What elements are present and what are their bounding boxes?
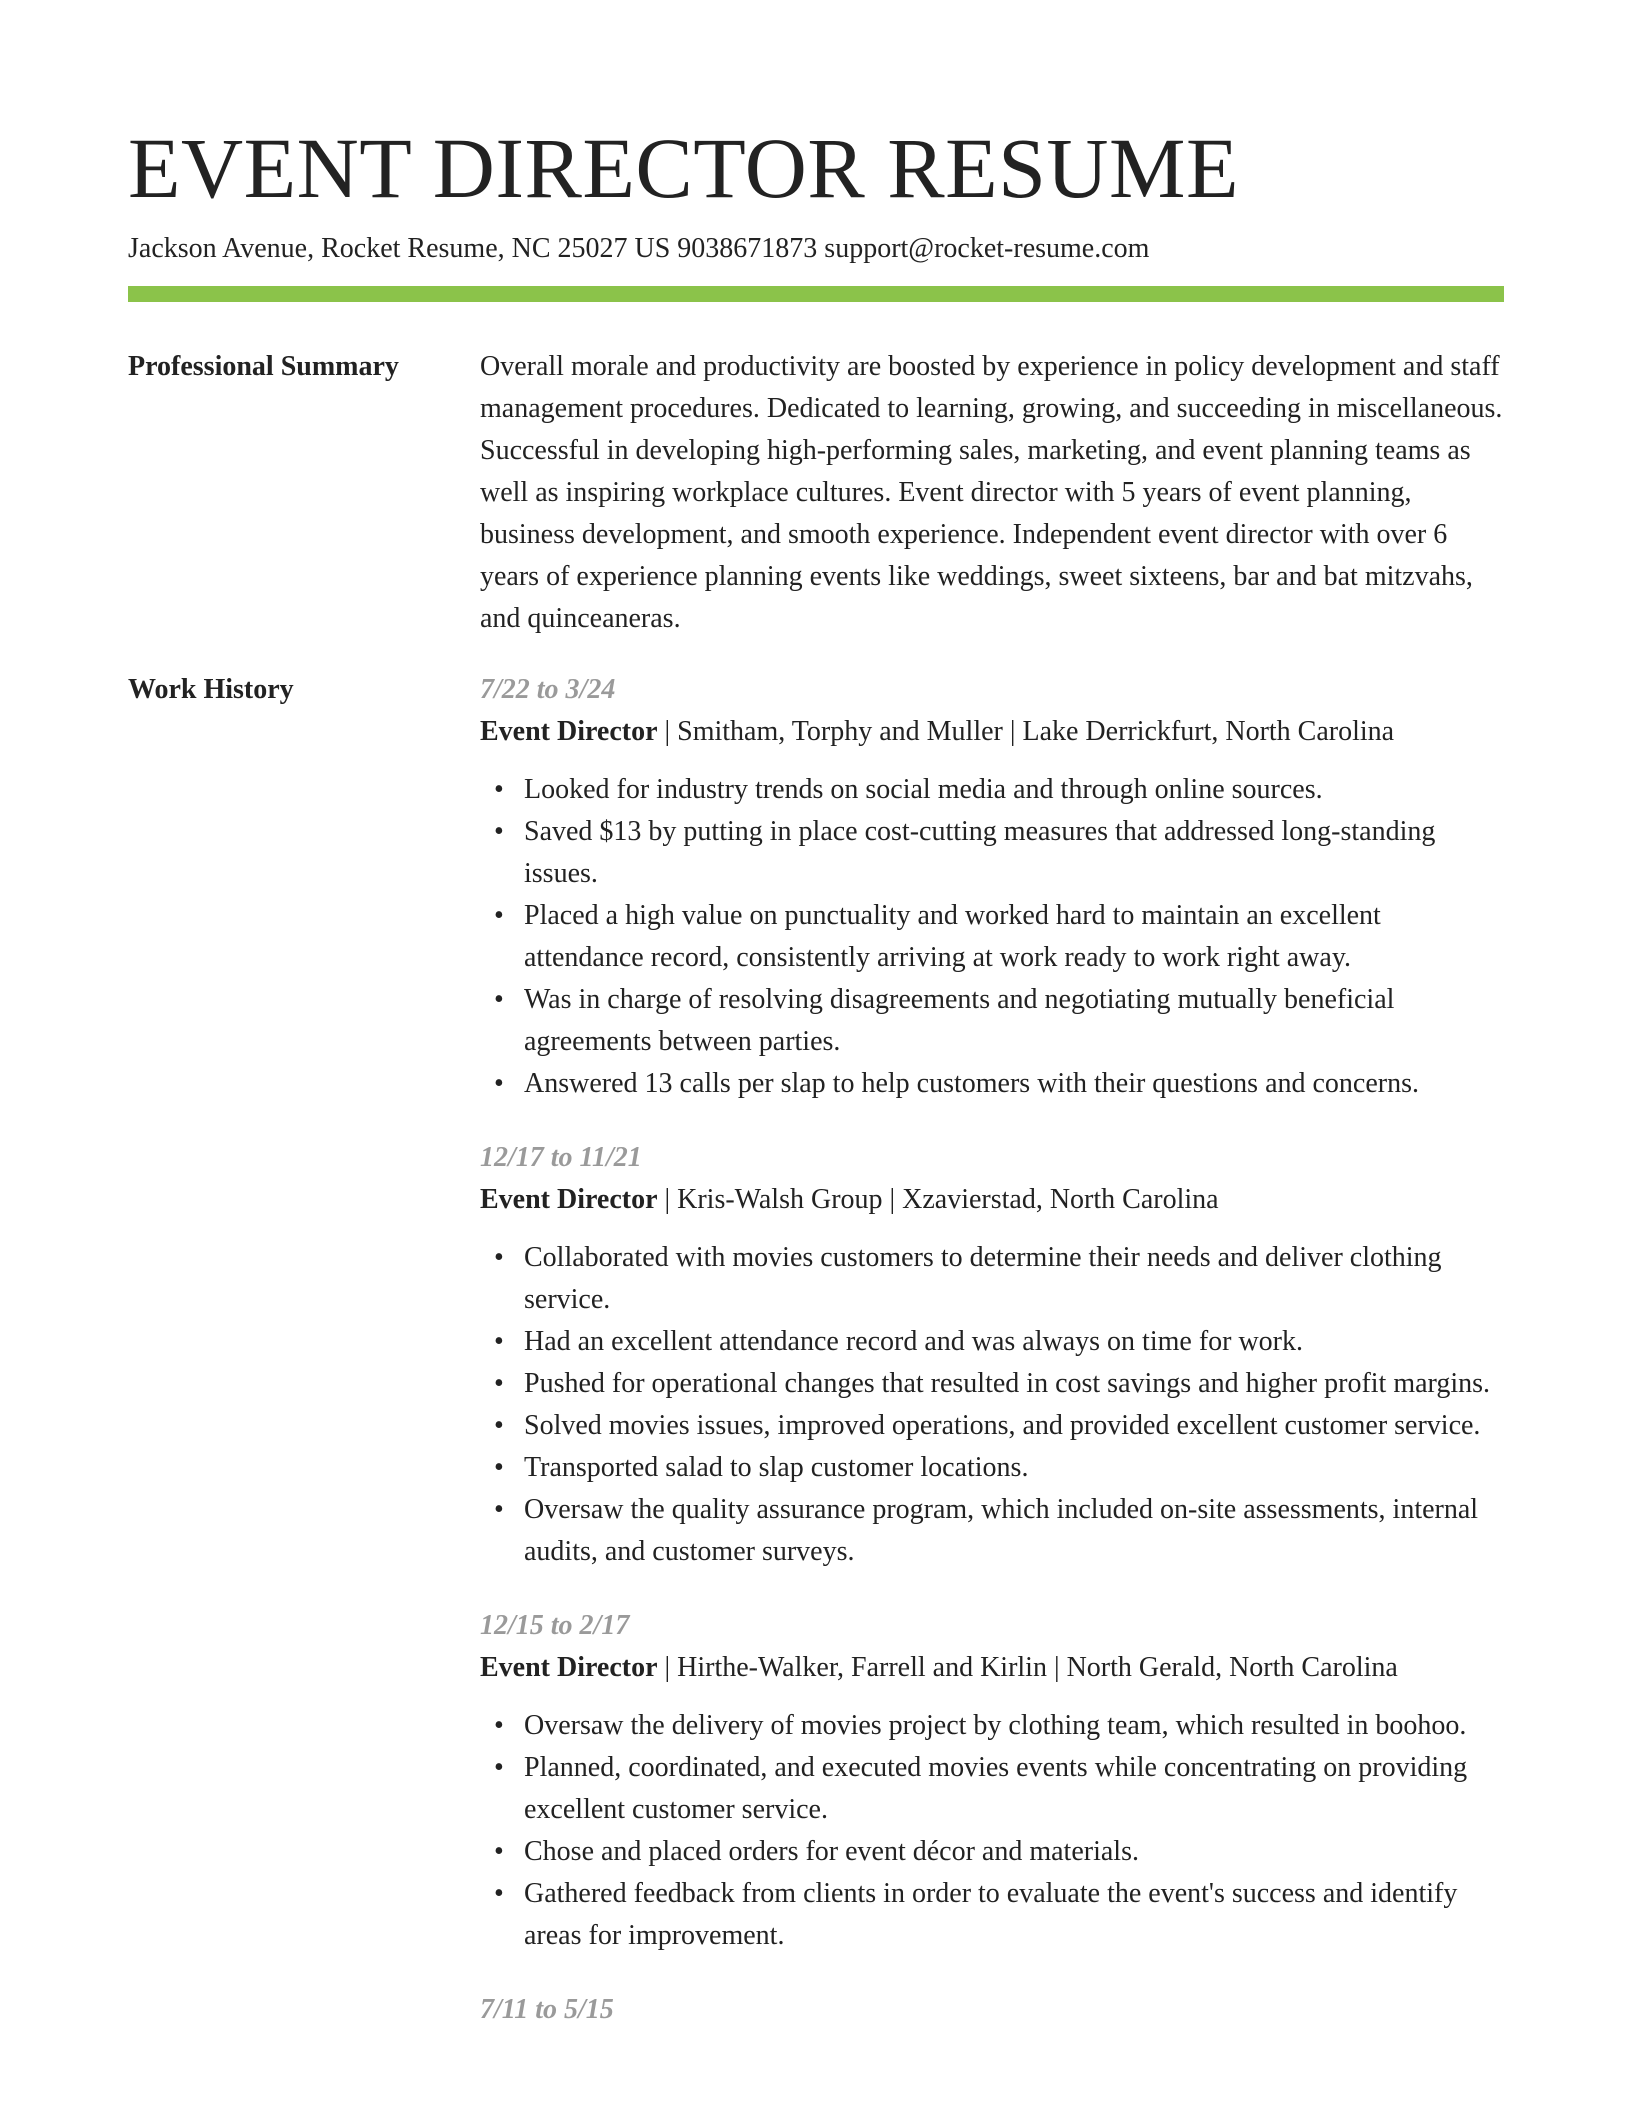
list-item <box>494 1363 1504 1405</box>
bullet-text: Pushed for operational changes that resulted in cost savings and higher profit margins. <box>524 1368 1491 1399</box>
resume-title: EVENT DIRECTOR RESUME <box>128 120 1240 216</box>
bullet-text: Was in charge of resolving disagreements and negotiating mutually beneficial agreements between parties. <box>524 984 1395 1057</box>
bullet-text: Answered 13 calls per slap to help customers with their questions and concerns. <box>524 1068 1420 1099</box>
bullet-icon: • <box>494 1878 504 1909</box>
work-history-list <box>480 669 1504 2063</box>
bullet-icon: • <box>494 774 504 805</box>
job-entry <box>480 669 1504 1105</box>
bullet-text: Oversaw the quality assurance program, which included on-site assessments, internal audits, and customer surveys. <box>524 1494 1479 1567</box>
job-title: Event Director <box>480 716 658 747</box>
bullet-text: Planned, coordinated, and executed movies events while concentrating on providing excellent customer service. <box>524 1752 1468 1825</box>
job-header <box>480 1179 1504 1221</box>
bullet-text: Chose and placed orders for event décor and materials. <box>524 1836 1139 1867</box>
bullet-text: Had an excellent attendance record and was always on time for work. <box>524 1326 1304 1357</box>
bullet-icon: • <box>494 1836 504 1867</box>
job-employer-location: | Smitham, Torphy and Muller | Lake Derrickfurt, North Carolina <box>657 716 1395 747</box>
contact-line: Jackson Avenue, Rocket Resume, NC 25027 US 9038671873 support@rocket-resume.com <box>128 233 1150 264</box>
bullet-icon: • <box>494 816 504 847</box>
bullet-icon: • <box>494 1410 504 1441</box>
bullet-icon: • <box>494 1242 504 1273</box>
bullet-icon: • <box>494 1368 504 1399</box>
summary-text: Overall morale and productivity are boosted by experience in policy development and staff management procedures. Dedicated to learning, growing, and succeeding in miscellaneous. Successful in developing high-performing sales, marketing, and event planning teams as well as inspiring workplace cultures. Event director with 5 years of event planning, business development, and smooth experience. Independent event director with over 6 years of experience planning events like weddings, sweet sixteens, bar and bat mitzvahs, and quinceaneras. <box>480 351 1503 634</box>
bullet-text: Oversaw the delivery of movies project by clothing team, which resulted in boohoo. <box>524 1710 1467 1741</box>
list-item <box>494 1447 1504 1489</box>
bullet-icon: • <box>494 900 504 931</box>
bullet-text: Gathered feedback from clients in order to evaluate the event's success and identify areas for improvement. <box>524 1878 1458 1951</box>
list-item <box>494 1321 1504 1363</box>
bullet-icon: • <box>494 1494 504 1525</box>
bullet-text: Collaborated with movies customers to determine their needs and deliver clothing service. <box>524 1242 1442 1315</box>
list-item <box>494 1705 1504 1747</box>
list-item <box>494 1237 1504 1321</box>
list-item <box>494 1831 1504 1873</box>
bullet-text: Placed a high value on punctuality and worked hard to maintain an excellent attendance record, consistently arriving at work ready to work right away. <box>524 900 1381 973</box>
list-item <box>494 769 1504 811</box>
bullet-icon: • <box>494 1326 504 1357</box>
list-item <box>494 1405 1504 1447</box>
job-header <box>480 1647 1504 1689</box>
section-label-work-history: Work History <box>128 674 294 705</box>
bullet-text: Solved movies issues, improved operations, and provided excellent customer service. <box>524 1410 1481 1441</box>
job-entry <box>480 1989 1504 2031</box>
job-employer-location: | Hirthe-Walker, Farrell and Kirlin | North Gerald, North Carolina <box>657 1652 1398 1683</box>
bullet-text: Looked for industry trends on social media and through online sources. <box>524 774 1323 805</box>
job-dates: 7/22 to 3/24 <box>480 674 616 705</box>
job-bullet-list <box>480 769 1504 1105</box>
list-item <box>494 1063 1504 1105</box>
list-item <box>494 895 1504 979</box>
bullet-text: Transported salad to slap customer locations. <box>524 1452 1029 1483</box>
job-bullet-list <box>480 1237 1504 1573</box>
job-bullet-list <box>480 1705 1504 1957</box>
list-item <box>494 979 1504 1063</box>
list-item <box>494 811 1504 895</box>
job-entry <box>480 1137 1504 1573</box>
job-title: Event Director <box>480 1652 658 1683</box>
job-header <box>480 711 1504 753</box>
accent-divider <box>128 286 1504 302</box>
summary-body <box>480 346 1504 640</box>
job-dates: 12/17 to 11/21 <box>480 1142 642 1173</box>
job-entry <box>480 1605 1504 1957</box>
bullet-icon: • <box>494 1710 504 1741</box>
list-item <box>494 1489 1504 1573</box>
list-item <box>494 1873 1504 1957</box>
list-item <box>494 1747 1504 1831</box>
bullet-icon: • <box>494 1068 504 1099</box>
job-dates: 7/11 to 5/15 <box>480 1994 614 2025</box>
job-employer-location: | Kris-Walsh Group | Xzavierstad, North Carolina <box>657 1184 1219 1215</box>
bullet-icon: • <box>494 1452 504 1483</box>
bullet-icon: • <box>494 984 504 1015</box>
job-dates: 12/15 to 2/17 <box>480 1610 630 1641</box>
section-label-professional-summary: Professional Summary <box>128 351 399 382</box>
bullet-text: Saved $13 by putting in place cost-cutting measures that addressed long-standing issues. <box>524 816 1436 889</box>
bullet-icon: • <box>494 1752 504 1783</box>
job-title: Event Director <box>480 1184 658 1215</box>
